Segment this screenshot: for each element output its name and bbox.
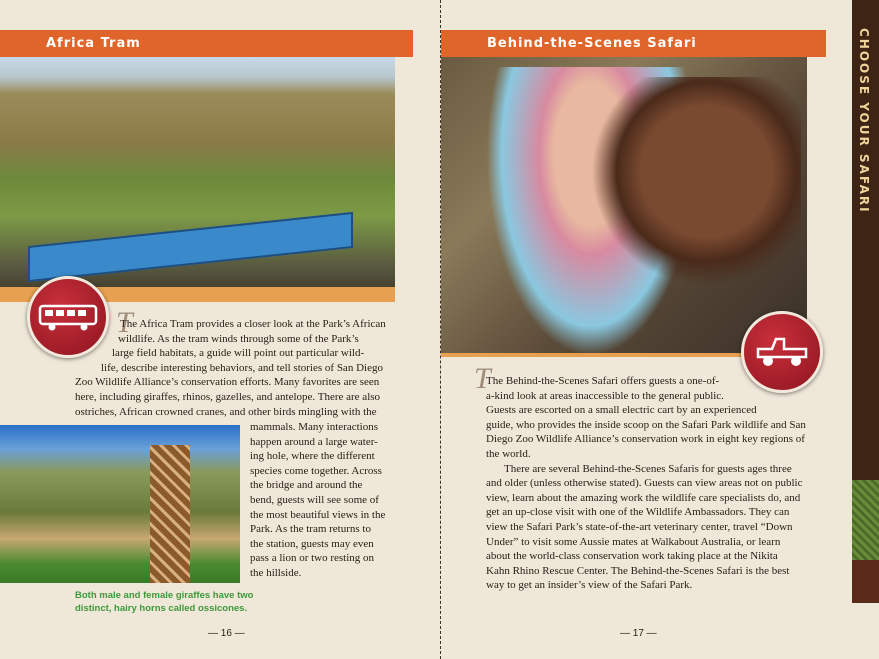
tab-footer [852,560,879,603]
text-line: the hillside. [250,566,302,579]
okapi [591,77,801,287]
africa-tram-photo [0,57,395,302]
text-line: way to get an insider’s view of the Safari Park. [486,579,693,592]
text-line: the world. [486,447,531,460]
tram-vehicle [28,212,353,282]
page-number: 17 [632,628,644,639]
giraffe-photo [0,425,240,583]
text-line: Guests are escorted on a small electric cart by an experienced [486,404,757,417]
text-line: The Behind-the-Scenes Safari offers guests a one-of- [486,375,720,387]
text-line: mammals. Many interactions [250,421,378,433]
text-line: happen around a large water- [250,435,378,448]
page-number-right: — 17 — [620,628,657,639]
text-line: guide, who provides the inside scoop on the Safari Park wildlife and San [486,418,806,431]
drop-cap: T [474,362,491,395]
text-line: view, learn about the amazing work the wildlife care specialists do, and [486,491,801,504]
text-line: There are several Behind-the-Scenes Safaris for guests ages three [504,462,792,475]
tab-texture [852,480,879,560]
drop-cap: T [116,306,133,339]
text-line: Diego Zoo Wildlife Alliance’s conservation work in eight key regions of [486,433,805,446]
text-line: about the world-class conservation work taking place at the Nikita [486,550,778,563]
page-number: 16 [220,628,232,639]
text-line: the most beautiful views in the [250,508,386,521]
text-line: Zoo Wildlife Alliance’s conservation efforts. Many favorites are seen [75,376,380,389]
jeep-icon [754,335,810,369]
tram-body-text [0,317,395,419]
text-line: ing hole, where the different [250,450,375,463]
text-line: here, including giraffes, rhinos, gazelles, and antelope. There are also [75,390,381,403]
text-line: bend, guests will see some of [250,493,379,506]
text-line: Park. As the tram returns to [250,523,371,536]
text-line: Kahn Rhino Rescue Center. The Behind-the-Scenes Safari is the best [486,564,790,577]
text-line: ostriches, African crowned cranes, and other birds mingling with the [75,405,377,418]
caption-line: distinct, hairy horns called ossicones. [75,603,248,614]
caption-line: Both male and female giraffes have two [75,590,254,601]
tram-side-text [250,420,400,581]
giraffe-caption [75,589,253,615]
text-line: large field habitats, a guide will point out particular wild- [112,347,365,360]
text-line: pass a lion or two resting on [250,552,375,565]
text-line: the station, guests may even [250,537,374,550]
text-line: the bridge and around the [250,479,363,492]
safari-body-text [486,374,826,593]
text-line: wildlife. As the tram winds through some of the Park’s [118,332,359,345]
text-line: species come together. Across [250,464,382,477]
text-line: view the Safari Park’s state-of-the-art veterinary center, travel “Down [486,520,793,533]
giraffe [150,445,190,583]
section-header-africa-tram: Africa Tram [0,30,413,57]
text-line: a-kind look at areas inaccessible to the general public. [486,389,724,402]
okapi-photo [441,57,807,357]
text-line: and older (unless otherwise stated). Guests can view areas not on public [486,477,803,490]
tab-label: CHOOSE YOUR SAFARI [857,28,871,214]
choose-your-safari-tab[interactable] [852,0,879,603]
section-header-behind-the-scenes: Behind-the-Scenes Safari [441,30,826,57]
text-line: life, describe interesting behaviors, and tell stories of San Diego [101,361,383,374]
page-number-left: — 16 — [208,628,245,639]
text-line: Under” to visit some Aussie mates at Walkabout Australia, or learn [486,535,781,548]
text-line: The Africa Tram provides a closer look at the Park’s African [120,318,386,330]
text-line: get an up-close visit with one of the Wildlife Ambassadors. They can [486,506,790,519]
